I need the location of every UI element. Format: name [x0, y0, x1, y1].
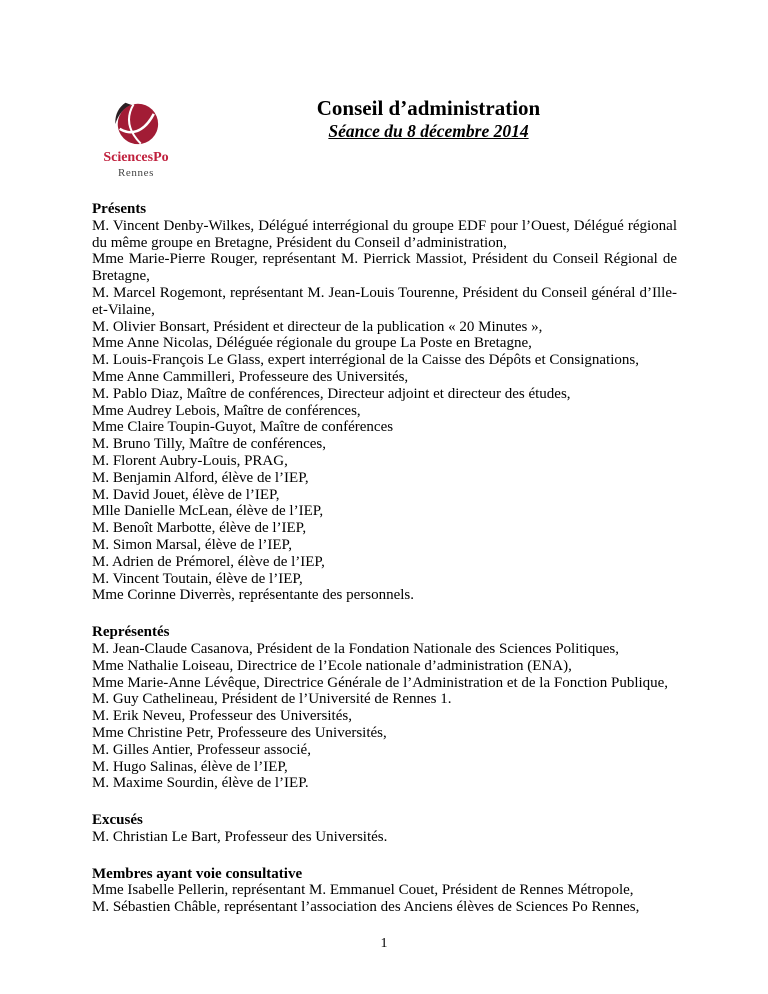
attendance-section	[92, 866, 677, 916]
section-entries	[92, 641, 677, 792]
attendee-line: Mlle Danielle McLean, élève de l’IEP,	[92, 503, 324, 520]
document-title: Conseil d’administration	[316, 96, 541, 120]
section-heading: Présents	[92, 201, 147, 217]
attendee-line: Mme Marie-Pierre Rouger, représentant M. Pierrick Massiot, Président du Conseil Régional de Bretagne,	[92, 251, 677, 285]
attendee-line: M. Benjamin Alford, élève de l’IEP,	[92, 469, 309, 486]
attendee-line: Mme Audrey Lebois, Maître de conférences,	[92, 402, 361, 419]
attendee-line: M. Guy Cathelineau, Président de l’Université de Rennes 1.	[92, 691, 452, 708]
logo-brand-text: SciencesPo	[103, 150, 169, 165]
attendance-section	[92, 624, 677, 792]
attendee-line: M. Pablo Diaz, Maître de conférences, Directeur adjoint et directeur des études,	[92, 385, 571, 402]
attendee-line: M. Vincent Denby-Wilkes, Délégué interrégional du groupe EDF pour l’Ouest, Délégué régional du même groupe en Bretagne, Président du Conseil d’administration,	[92, 217, 677, 251]
attendee-line: M. Simon Marsal, élève de l’IEP,	[92, 536, 292, 553]
attendance-section	[92, 201, 677, 604]
title-block	[180, 96, 677, 142]
attendee-line: M. Benoît Marbotte, élève de l’IEP,	[92, 520, 307, 537]
attendee-line: M. Louis-François Le Glass, expert interrégional de la Caisse des Dépôts et Consignations,	[92, 352, 639, 369]
attendee-line: M. Vincent Toutain, élève de l’IEP,	[92, 570, 303, 587]
page-footer	[0, 936, 768, 952]
attendee-line: M. Adrien de Prémorel, élève de l’IEP,	[92, 553, 325, 570]
sections-container	[92, 201, 677, 916]
attendee-line: Mme Christine Petr, Professeure des Universités,	[92, 724, 387, 741]
section-heading: Excusés	[92, 812, 143, 829]
attendee-line: M. Olivier Bonsart, Président et directeur de la publication « 20 Minutes »,	[92, 318, 543, 335]
attendance-section	[92, 812, 677, 846]
attendee-line: M. Marcel Rogemont, représentant M. Jean-Louis Tourenne, Président du Conseil général d’Ille-et-Vilaine,	[92, 284, 677, 318]
section-entries	[92, 882, 677, 916]
attendee-line: M. Hugo Salinas, élève de l’IEP,	[92, 758, 288, 775]
section-entries	[92, 829, 677, 846]
page-number: 1	[380, 936, 388, 951]
sciencespo-logo	[92, 98, 180, 179]
attendee-line: Mme Anne Nicolas, Déléguée régionale du groupe La Poste en Bretagne,	[92, 335, 532, 352]
attendee-line: M. David Jouet, élève de l’IEP,	[92, 486, 280, 503]
attendee-line: Mme Marie-Anne Lévêque, Directrice Générale de l’Administration et de la Fonction Publique,	[92, 674, 669, 691]
attendee-line: M. Sébastien Châble, représentant l’association des Anciens élèves de Sciences Po Rennes,	[92, 899, 640, 916]
attendee-line: M. Gilles Antier, Professeur associé,	[92, 741, 311, 758]
section-heading: Membres ayant voie consultative	[92, 865, 303, 882]
attendee-line: M. Florent Aubry-Louis, PRAG,	[92, 452, 288, 469]
attendee-line: Mme Claire Toupin-Guyot, Maître de conférences	[92, 419, 394, 436]
session-date: Séance du 8 décembre 2014	[328, 121, 529, 141]
attendee-line: M. Jean-Claude Casanova, Président de la Fondation Nationale des Sciences Politiques,	[92, 640, 619, 657]
document-header	[0, 0, 768, 179]
attendee-line: M. Erik Neveu, Professeur des Universités,	[92, 708, 352, 725]
attendee-line: M. Maxime Sourdin, élève de l’IEP.	[92, 775, 309, 792]
attendee-line: M. Christian Le Bart, Professeur des Universités.	[92, 828, 388, 845]
sciencespo-logo-mark-icon	[111, 98, 161, 148]
attendee-line: M. Bruno Tilly, Maître de conférences,	[92, 436, 326, 453]
document-body	[0, 201, 768, 916]
attendee-line: Mme Isabelle Pellerin, représentant M. Emmanuel Couet, Président de Rennes Métropole,	[92, 882, 634, 899]
logo-city-text: Rennes	[118, 167, 154, 179]
section-entries	[92, 218, 677, 604]
attendee-line: Mme Corinne Diverrès, représentante des personnels.	[92, 587, 414, 604]
attendee-line: Mme Anne Cammilleri, Professeure des Universités,	[92, 368, 409, 385]
section-heading: Représentés	[92, 624, 170, 641]
attendee-line: Mme Nathalie Loiseau, Directrice de l’Ecole nationale d’administration (ENA),	[92, 657, 572, 674]
